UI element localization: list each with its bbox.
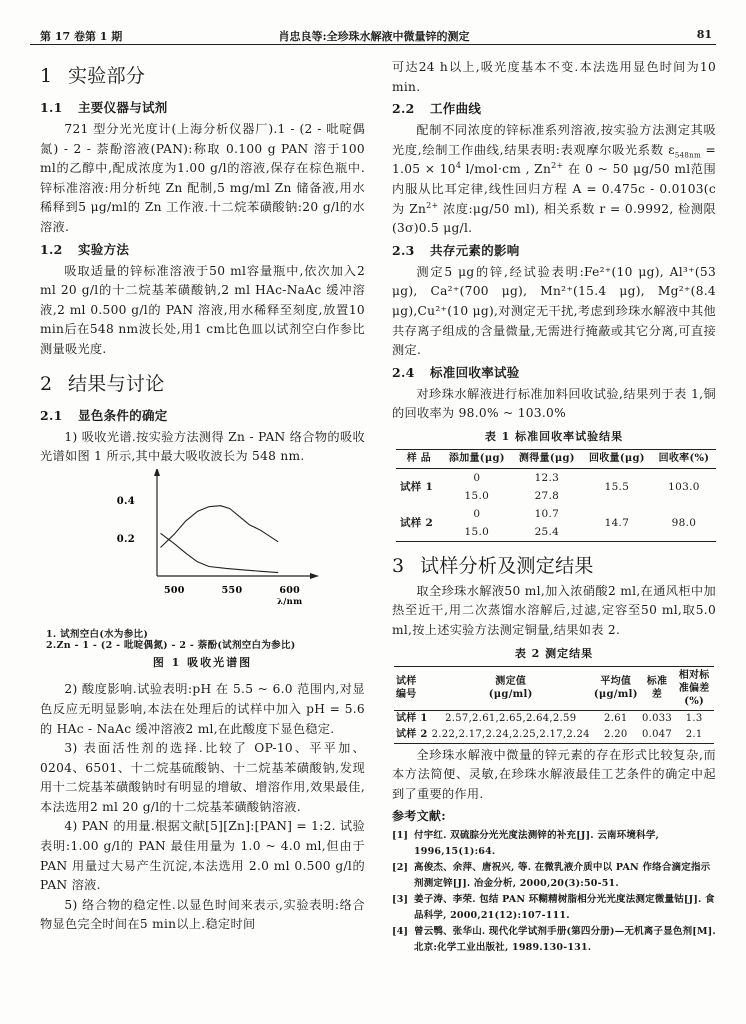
x-tick-label: 550 [221,584,243,596]
table-row [394,710,714,727]
table-2-title: 表 2 测定结果 [514,647,594,661]
paragraph-working-curve [392,121,716,239]
subsection-number: 1.1 [40,100,63,115]
header-line: 编号 [396,689,417,701]
added-cell: 15.0 [464,489,490,502]
subsection-title: 标准回收率试验 [430,364,520,380]
reference-number: [3] [392,894,409,906]
paragraph-surfactant: 3) 表面活性剂的选择.比较了 OP-10、平平加、0204、6501、十二烷基硫酸钠、十二烷基苯磺酸钠,发现用十二烷基苯磺酸钠时有明显的增敏、增溶作用,效果最佳,本法选用2 ml 20 g/l的十二烷基苯磺酸钠溶液. [40,741,365,814]
x-axis-arrow-icon [310,573,319,579]
sample-cell: 试样 2 [396,728,428,740]
reference-number: [4] [392,926,409,938]
y-axis-arrow-icon [154,469,160,476]
running-title: 肖忠良等:全珍珠水解液中微量锌的测定 [278,30,470,43]
header-line: 准偏差(%) [678,682,710,707]
found-cell: 10.7 [534,507,560,520]
subsection-number: 2.4 [392,364,415,380]
table-row [396,468,716,487]
added-cell: 15.0 [464,525,490,538]
header-line: 测定值 [495,676,527,688]
text-run: 在 0 ~ 50 μg/50 ml范围内服从比耳定律,线性回归方程 A = 0.475c - 0.0103(c 为 Zn [392,162,716,216]
reference-number: [1] [392,830,409,842]
column-header: 添加量(μg) [442,449,512,468]
paragraph-instruments: 721 型分光光度计(上海分析仪器厂).1 - (2 - 吡啶偶氮) - 2 - 萘酚溶液(PAN):称取 0.100 g PAN 溶于100 ml的乙醇中,配成浓度为1.00 g/l的溶液,保存在棕色瓶中.锌标准溶液:用分析纯 Zn 配制,5 mg/ml Zn 储备液,用水稀释到5 μg/ml的 Zn 工作液.十二烷苯磺酸钠:20 g/l的水溶液. [40,122,365,234]
subsection-2-2-heading [392,99,716,119]
rate-cell: 103.0 [668,480,700,493]
table-header-row [396,449,716,468]
header-line: 平均值 [600,676,632,688]
column-header: 样 品 [396,449,442,468]
series-line-1 [161,533,279,572]
sample-cell: 试样 2 [400,516,434,529]
section-number: 3 [392,554,405,577]
subsection-title: 共存元素的影响 [430,242,520,258]
subsection-1-2-heading [40,240,365,260]
reference-item [392,924,716,956]
section-number: 1 [40,65,53,87]
table-row [394,727,714,744]
column-header [430,666,592,710]
running-header [30,28,718,50]
series-line-2 [161,505,279,547]
absorption-spectrum-chart [40,469,365,629]
subsection-2-4-heading [392,363,716,383]
rate-cell: 98.0 [671,516,697,529]
mean-cell: 2.61 [604,712,628,724]
x-tick-label: 500 [163,584,185,596]
rsd-cell: 2.1 [685,728,703,740]
figure-1 [40,469,365,629]
subsection-number: 2.3 [392,242,415,258]
header-line: 试样 [396,676,417,688]
figure-caption: 图 1 吸收光谱图 [152,655,253,669]
column-header [674,666,714,710]
rsd-cell: 1.3 [685,712,703,724]
references-heading: 参考文献: [392,808,446,823]
header-line: (μg/ml) [593,689,638,701]
recovered-cell: 15.5 [604,480,630,493]
paragraph-absorption-spectrum: 1) 吸收光谱.按实验方法测得 Zn - PAN 络合物的吸收光谱如图 1 所示,其中最大吸收波长为 548 nm. [40,429,365,464]
paragraph-stability: 5) 络合物的稳定性.以显色时间来表示,实验表明:络合物显色完全时间在5 min以上.稳定时间 [40,897,365,932]
subsection-number: 1.2 [40,241,63,257]
text-run: l/mol·cm , Zn [461,162,552,177]
found-cell: 27.8 [534,489,560,502]
sd-cell: 0.033 [641,712,673,724]
reference-text: 曾云鹗、张华山. 现代化学试剂手册(第四分册)—无机离子显色剂[M]. 北京:化学工业出版社, 1989.130-131. [414,926,716,954]
paragraph-coexisting-elements: 测定5 μg的锌,经试验表明:Fe²⁺(10 μg), Al³⁺(53 μg), Ca²⁺(700 μg), Mn²⁺(15.4 μg), Mg²⁺(8.4 μg),Cu²⁺(10 μg),对测定无干扰,考虑到珍珠水解液中其他共存离子组成的含量微量,无需进行掩蔽或其它分离,可直接测定. [392,264,716,358]
table-header-row [394,666,714,710]
section-3-heading [392,552,716,580]
found-cell: 12.3 [534,471,560,484]
section-title: 试样分析及测定结果 [420,554,594,577]
column-header [592,666,640,710]
recovered-cell: 14.7 [604,516,630,529]
header-line: (μg/ml) [488,689,533,701]
sample-cell: 试样 1 [400,480,434,493]
section-title: 结果与讨论 [68,372,165,395]
x-axis-label: λ/nm [276,596,303,607]
left-column [40,58,365,935]
table-1-title: 表 1 标准回收率试验结果 [484,429,624,443]
values-cell: 2.22,2.17,2.24,2.25,2.17,2.24 [431,728,590,740]
sd-cell: 0.047 [641,728,673,740]
column-header: 回收率(%) [652,449,716,468]
reference-text: 姜子涛、李荣. 包结 PAN 环糊精树脂相分光光度法测定微量钴[J]. 食品科学, 2000,21(12):107-111. [414,894,715,922]
sample-cell: 试样 1 [396,712,428,724]
table-1 [396,449,716,542]
journal-issue: 第 17 卷第 1 期 [40,30,123,43]
text-run: 配制不同浓度的锌标准系列溶液,按实验方法测定其吸光度,绘制工作曲线,结果表明:表观摩尔吸光系数 ε [392,123,716,157]
page-number: 81 [696,28,712,41]
figure-legend-1: 1. 试剂空白(水为参比) [46,628,149,640]
header-line: 相对标 [678,669,710,681]
subsection-title: 实验方法 [78,241,130,257]
reference-item [392,828,716,860]
column-header: 测得量(μg) [512,449,582,468]
subsection-title: 显色条件的确定 [78,407,168,423]
subscript: 548nm [674,151,701,160]
section-title: 实验部分 [68,65,146,87]
superscript: 2+ [426,200,439,210]
section-1-heading [40,62,365,90]
added-cell: 0 [473,471,481,484]
column-header [640,666,675,710]
paragraph-sample-analysis: 取全珍珠水解液50 ml,加入浓硝酸2 ml,在通风柜中加热至近干,用二次蒸馏水溶解后,过滤,定容至50 ml,取5.0 ml,按上述实验方法测定铜量,结果如表 2. [392,583,716,637]
reference-item [392,892,716,924]
paragraph-method: 吸取适量的锌标准溶液于50 ml容量瓶中,依次加入2 ml 20 g/l的十二烷基苯磺酸钠,2 ml HAc-NaAc 缓冲溶液,2 ml 0.500 g/l的 PAN 溶液,用水稀释至刻度,放置10 min后在548 nm波长处,用1 cm比色皿以试剂空白作参比测量吸光度. [40,263,365,356]
subsection-number: 2.1 [40,407,63,423]
subsection-1-1-heading [40,98,365,118]
reference-text: 高俊杰、余萍、唐祝兴, 等. 在微乳液介质中以 PAN 作络合滴定指示剂测定锌[J]. 冶金分析, 2000,20(3):50-51. [414,862,711,890]
subsection-title: 主要仪器与试剂 [78,100,168,115]
values-cell: 2.57,2.61,2.65,2.64,2.59 [445,712,577,724]
paragraph-stability-continued: 可达24 h以上,吸光度基本不变.本法选用显色时间为10 min. [392,60,716,94]
superscript: 4 [455,161,462,171]
added-cell: 0 [473,507,481,520]
column-header [394,666,430,710]
table-2 [394,666,714,744]
x-tick-label: 600 [279,584,301,596]
paragraph-conclusion: 全珍珠水解液中微量的锌元素的存在形式比较复杂,而本方法简便、灵敏,在珍珠水解液最佳工艺条件的确定中起到了重要的作用. [392,747,716,802]
subsection-2-3-heading [392,241,716,261]
section-number: 2 [40,372,53,395]
subsection-number: 2.2 [392,101,415,117]
reference-number: [2] [392,862,409,874]
header-line: 标准差 [646,676,668,701]
superscript: 2+ [551,161,564,171]
paragraph-acidity: 2) 酸度影响.试验表明:pH 在 5.5 ~ 6.0 范围内,对显色反应无明显影响,本法在处理后的试样中加入 pH = 5.6 的 HAc - NaAc 缓冲溶液2 ml,在此酸度下显色稳定. [40,682,365,736]
section-2-heading [40,370,365,398]
found-cell: 25.4 [534,525,560,538]
mean-cell: 2.20 [604,728,628,740]
subsection-title: 工作曲线 [430,101,482,117]
column-header: 回收量(μg) [582,449,652,468]
reference-text: 付宇红. 双硫腙分光光度法测锌的补充[J]. 云南环境科学, 1996,15(1):64. [414,830,660,858]
paragraph-pan-amount: 4) PAN 的用量.根据文献[5][Zn]:[PAN] = 1:2. 试验表明:1.00 g/l的 PAN 最佳用量为 1.0 ~ 4.0 ml,但由于 PAN 用量过大易产生沉淀,本法选用 2.0 ml 0.500 g/l的 PAN 溶液. [40,819,365,893]
header-rule [30,44,716,45]
table-row [396,505,716,523]
right-column [392,58,716,956]
text-run: = 1.05 × 10 [392,142,717,177]
reference-item [392,860,716,892]
subsection-2-1-heading [40,406,365,426]
figure-legend-2: 2.Zn - 1 - (2 - 吡啶偶氮) - 2 - 萘酚(试剂空白为参比) [46,639,296,651]
y-tick-label: 0.2 [116,533,135,545]
text-run: 浓度:μg/50 ml), 相关系数 r = 0.9992, 检测限 (3σ)0.5 μg/l. [392,201,716,236]
y-tick-label: 0.4 [116,495,135,507]
paragraph-recovery: 对珍珠水解液进行标准加料回收试验,结果列于表 1,铜的回收率为 98.0% ~ 103.0% [392,386,716,421]
